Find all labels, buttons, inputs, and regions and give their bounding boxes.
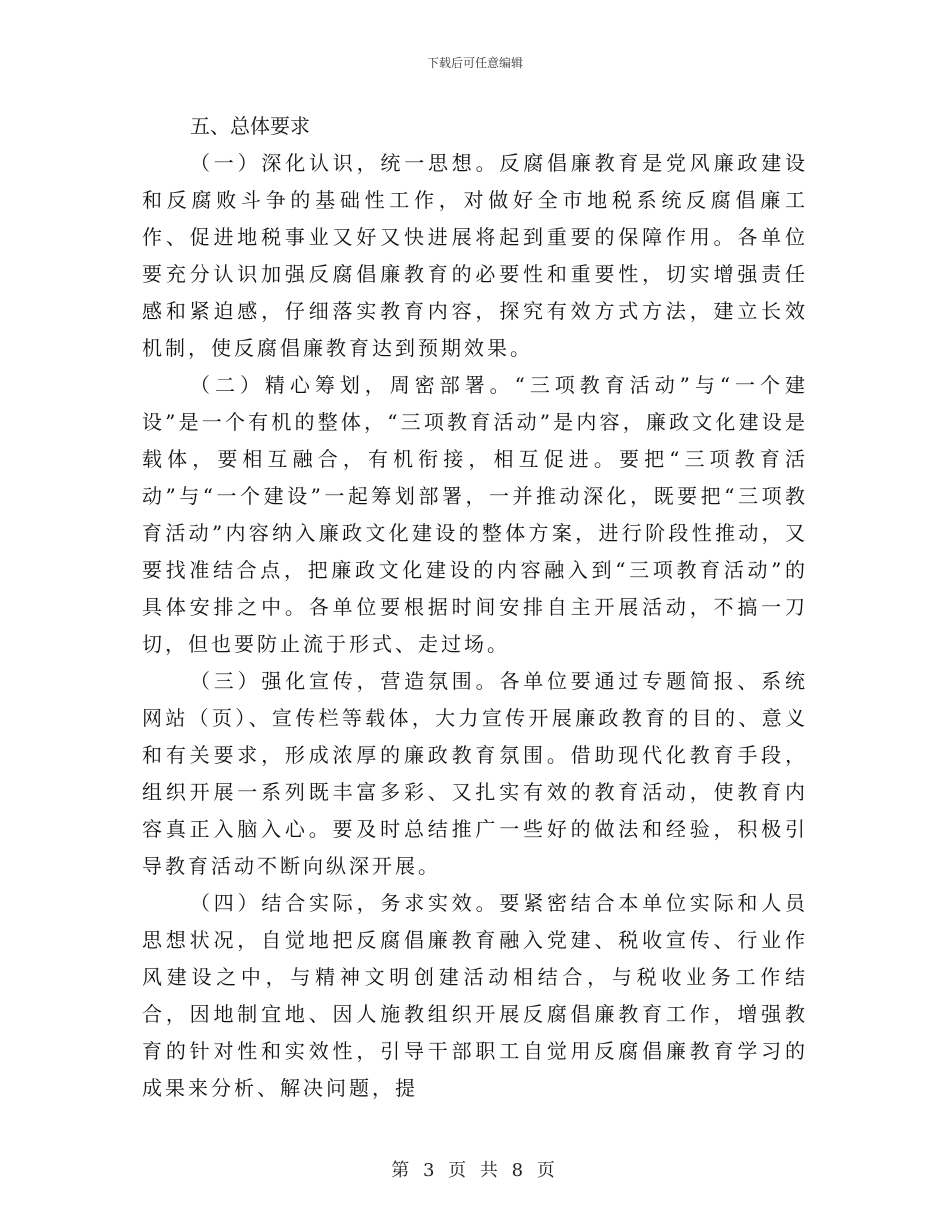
page-header: 下载后可任意编辑 [426,56,523,70]
paragraph-4: （四）结合实际，务求实效。要紧密结合本单位实际和人员思想状况，自觉地把反腐倡廉教育融入党建、税收宣传、行业作风建设之中，与精神文明创建活动相结合，与税收业务工作结合，因地制宜地、因人施教组织开展反腐倡廉教育工作，增强教育的针对性和实效性，引导干部职工自觉用反腐倡廉教育学习的成果来分析、解决问题，提 [142,891,808,1100]
section-heading: 五、总体要求 [190,114,310,138]
document-body [142,108,808,1107]
paragraph-3: （三）强化宣传，营造氛围。各单位要通过专题简报、系统网站（页）、宣传栏等载体，大力宣传开展廉政教育的目的、意义和有关要求，形成浓厚的廉政教育氛围。借助现代化教育手段，组织开展一系列既丰富多彩、又扎实有效的教育活动，使教育内容真正入脑入心。要及时总结推广一些好的做法和经验，积极引导教育活动不断向纵深开展。 [142,669,808,878]
paragraph-2: （二）精心筹划，周密部署。“三项教育活动”与“一个建设”是一个有机的整体，“三项教育活动”是内容，廉政文化建设是载体，要相互融合，有机衔接，相互促进。要把“三项教育活动”与“一个建设”一起筹划部署，一并推动深化，既要把“三项教育活动”内容纳入廉政文化建设的整体方案，进行阶段性推动，又要找准结合点，把廉政文化建设的内容融入到“三项教育活动”的具体安排之中。各单位要根据时间安排自主开展活动，不搞一刀切，但也要防止流于形式、走过场。 [142,373,808,656]
page-number-footer: 第 3 页 共 8 页 [391,1160,559,1181]
paragraph-1: （一）深化认识，统一思想。反腐倡廉教育是党风廉政建设和反腐败斗争的基础性工作，对做好全市地税系统反腐倡廉工作、促进地税事业又好又快进展将起到重要的保障作用。各单位要充分认识加强反腐倡廉教育的必要性和重要性，切实增强责任感和紧迫感，仔细落实教育内容，探究有效方式方法，建立长效机制，使反腐倡廉教育达到预期效果。 [142,151,808,360]
